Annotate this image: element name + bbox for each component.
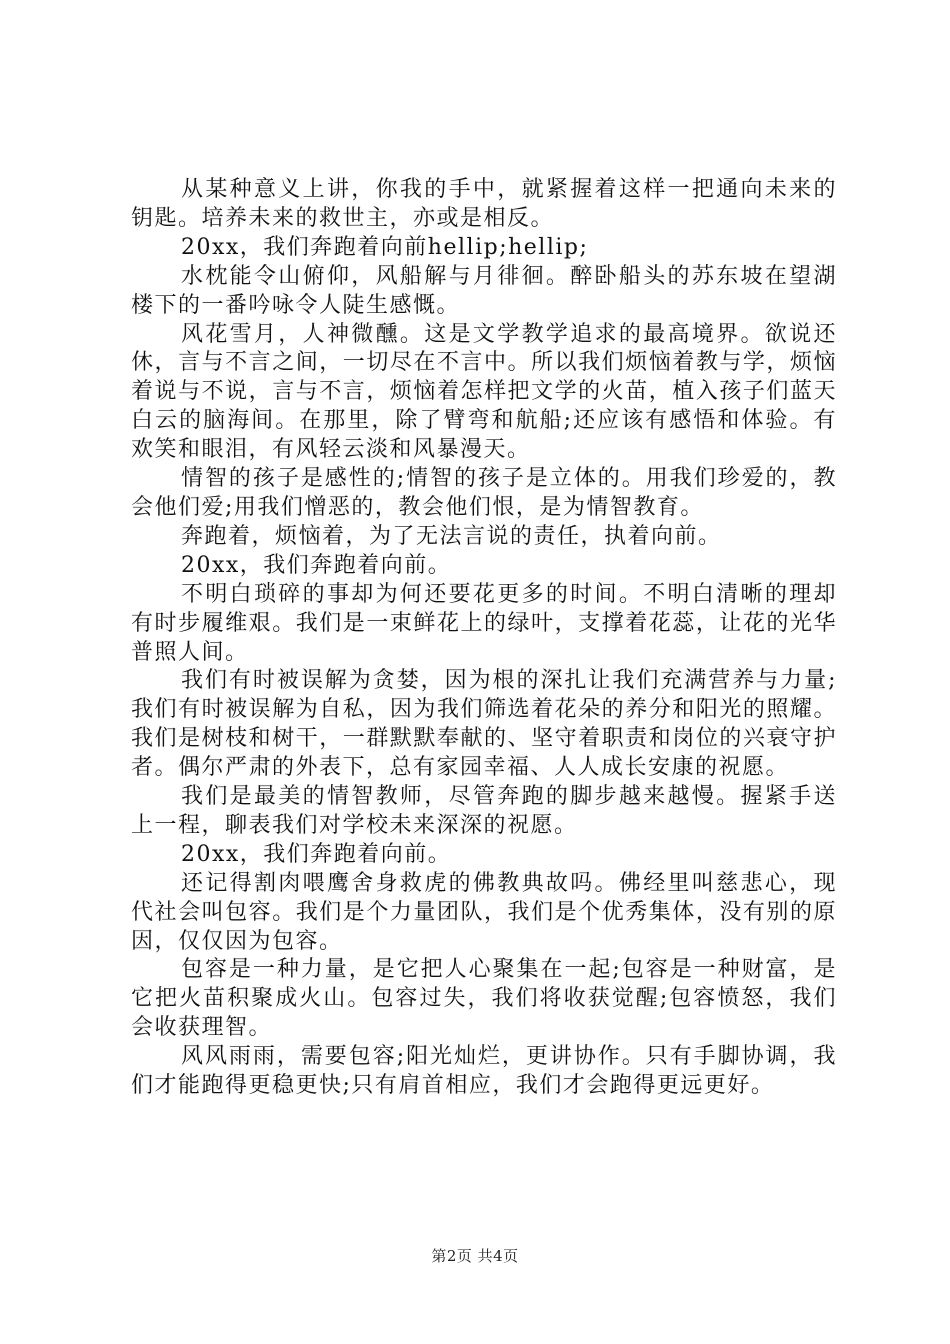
- paragraph-7: 20xx，我们奔跑着向前。: [181, 552, 452, 578]
- paragraph-12: 还记得割肉喂鹰舍身救虎的佛教典故吗。佛经里叫慈悲心，现代社会叫包容。我们是个力量团队，我们是个优秀集体，没有别的原因，仅仅因为包容。: [131, 870, 837, 954]
- paragraph-14: 风风雨雨，需要包容;阳光灿烂，更讲协作。只有手脚协调，我们才能跑得更稳更快;只有肩首相应，我们才会跑得更远更好。: [131, 1044, 837, 1099]
- paragraph-2: 20xx，我们奔跑着向前hellip;hellip;: [181, 234, 589, 260]
- paragraph-11: 20xx，我们奔跑着向前。: [181, 841, 452, 867]
- paragraph-8: 不明白琐碎的事却为何还要花更多的时间。不明白清晰的理却有时步履维艰。我们是一束鲜花上的绿叶，支撑着花蕊，让花的光华普照人间。: [131, 581, 837, 665]
- paragraph-5: 情智的孩子是感性的;情智的孩子是立体的。用我们珍爱的，教会他们爱;用我们憎恶的，教会他们恨，是为情智教育。: [131, 466, 837, 520]
- paragraph-13: 包容是一种力量，是它把人心聚集在一起;包容是一种财富，是它把火苗积聚成火山。包容过失，我们将收获觉醒;包容愤怒，我们会收获理智。: [131, 957, 837, 1041]
- page-number-footer: 第2页 共4页: [431, 1247, 519, 1265]
- document-body: [131, 176, 837, 1101]
- paragraph-6: 奔跑着，烦恼着，为了无法言说的责任，执着向前。: [181, 523, 722, 549]
- paragraph-3: 水枕能令山俯仰，风船解与月徘徊。醉卧船头的苏东坡在望湖楼下的一番吟咏令人陡生感慨。: [131, 263, 837, 318]
- paragraph-9: 我们有时被误解为贪婪，因为根的深扎让我们充满营养与力量;我们有时被误解为自私，因为我们筛选着花朵的养分和阳光的照耀。我们是树枝和树干，一群默默奉献的、坚守着职责和岗位的兴衰守护者。偶尔严肃的外表下，总有家园幸福、人人成长安康的祝愿。: [131, 668, 837, 781]
- paragraph-1: 从某种意义上讲，你我的手中，就紧握着这样一把通向未来的钥匙。培养未来的救世主，亦或是相反。: [131, 177, 837, 231]
- paragraph-4: 风花雪月，人神微醺。这是文学教学追求的最高境界。欲说还休，言与不言之间，一切尽在不言中。所以我们烦恼着教与学，烦恼着说与不说，言与不言，烦恼着怎样把文学的火苗，植入孩子们蓝天白云的脑海间。在那里，除了臂弯和航船;还应该有感悟和体验。有欢笑和眼泪，有风轻云淡和风暴漫天。: [131, 321, 837, 463]
- paragraph-10: 我们是最美的情智教师，尽管奔跑的脚步越来越慢。握紧手送上一程，聊表我们对学校未来深深的祝愿。: [131, 784, 837, 838]
